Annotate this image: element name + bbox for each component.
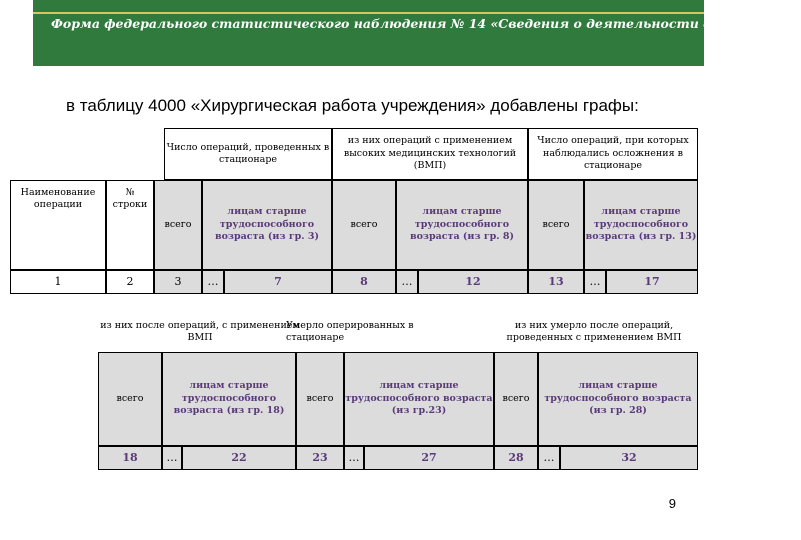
- t2-group-died-vmp: из них умерло после операций, проведенных с применением ВМП: [506, 320, 682, 344]
- slide-subtitle: в таблицу 4000 «Хирургическая работа учреждения» добавлены графы:: [66, 96, 639, 115]
- t2-total-1: всего: [98, 352, 162, 446]
- t1-total-3: всего: [528, 180, 584, 270]
- t1-num-ellipsis-2: …: [396, 270, 418, 294]
- t1-older-2: лицам старше трудоспособного возраста (из гр. 8): [396, 180, 528, 270]
- header-banner: [33, 0, 801, 66]
- t2-older-3: лицам старше трудоспособного возраста (из гр. 28): [538, 352, 698, 446]
- t1-num-13: 13: [528, 270, 584, 294]
- t1-num-3: 3: [154, 270, 202, 294]
- t1-total-1: всего: [154, 180, 202, 270]
- t1-num-12: 12: [418, 270, 528, 294]
- t1-num-8: 8: [332, 270, 396, 294]
- t2-num-ellipsis-2: …: [344, 446, 364, 470]
- t1-num-ellipsis-3: …: [584, 270, 606, 294]
- t2-num-23: 23: [296, 446, 344, 470]
- page-number: 9: [668, 496, 676, 511]
- t2-group-died: Умерло оперированных в стационаре: [286, 320, 414, 344]
- t1-group-ops: Число операций, проведенных в стационаре: [164, 128, 332, 180]
- t2-older-1: лицам старше трудоспособного возраста (из гр. 18): [162, 352, 296, 446]
- banner-divider: [33, 12, 704, 14]
- t1-num-2: 2: [106, 270, 154, 294]
- t1-group-complications: Число операций, при которых наблюдались осложнения в стационаре: [528, 128, 698, 180]
- t2-num-18: 18: [98, 446, 162, 470]
- t2-total-2: всего: [296, 352, 344, 446]
- banner-title: Форма федерального статистического наблюдения № 14 «Сведения о деятельности стационара»: [51, 16, 801, 31]
- t2-num-22: 22: [182, 446, 296, 470]
- t2-num-ellipsis-1: …: [162, 446, 182, 470]
- t2-num-27: 27: [364, 446, 494, 470]
- t1-col-row-number: № строки: [106, 180, 154, 270]
- t2-num-32: 32: [560, 446, 698, 470]
- t1-older-1: лицам старше трудоспособного возраста (из гр. 3): [202, 180, 332, 270]
- t1-num-1: 1: [10, 270, 106, 294]
- t1-num-17: 17: [606, 270, 698, 294]
- t1-older-3: лицам старше трудоспособного возраста (из гр. 13): [584, 180, 698, 270]
- t1-col-operation-name: Наименование операции: [10, 180, 106, 270]
- t1-num-ellipsis-1: …: [202, 270, 224, 294]
- t2-num-ellipsis-3: …: [538, 446, 560, 470]
- t1-total-2: всего: [332, 180, 396, 270]
- t2-group-vmp: из них после операций, с применением ВМП: [100, 320, 300, 344]
- t2-total-3: всего: [494, 352, 538, 446]
- t2-num-28: 28: [494, 446, 538, 470]
- t1-group-vmp: из них операций с применением высоких медицинских технологий (ВМП): [332, 128, 528, 180]
- t1-num-7: 7: [224, 270, 332, 294]
- t2-older-2: лицам старше трудоспособного возраста (из гр.23): [344, 352, 494, 446]
